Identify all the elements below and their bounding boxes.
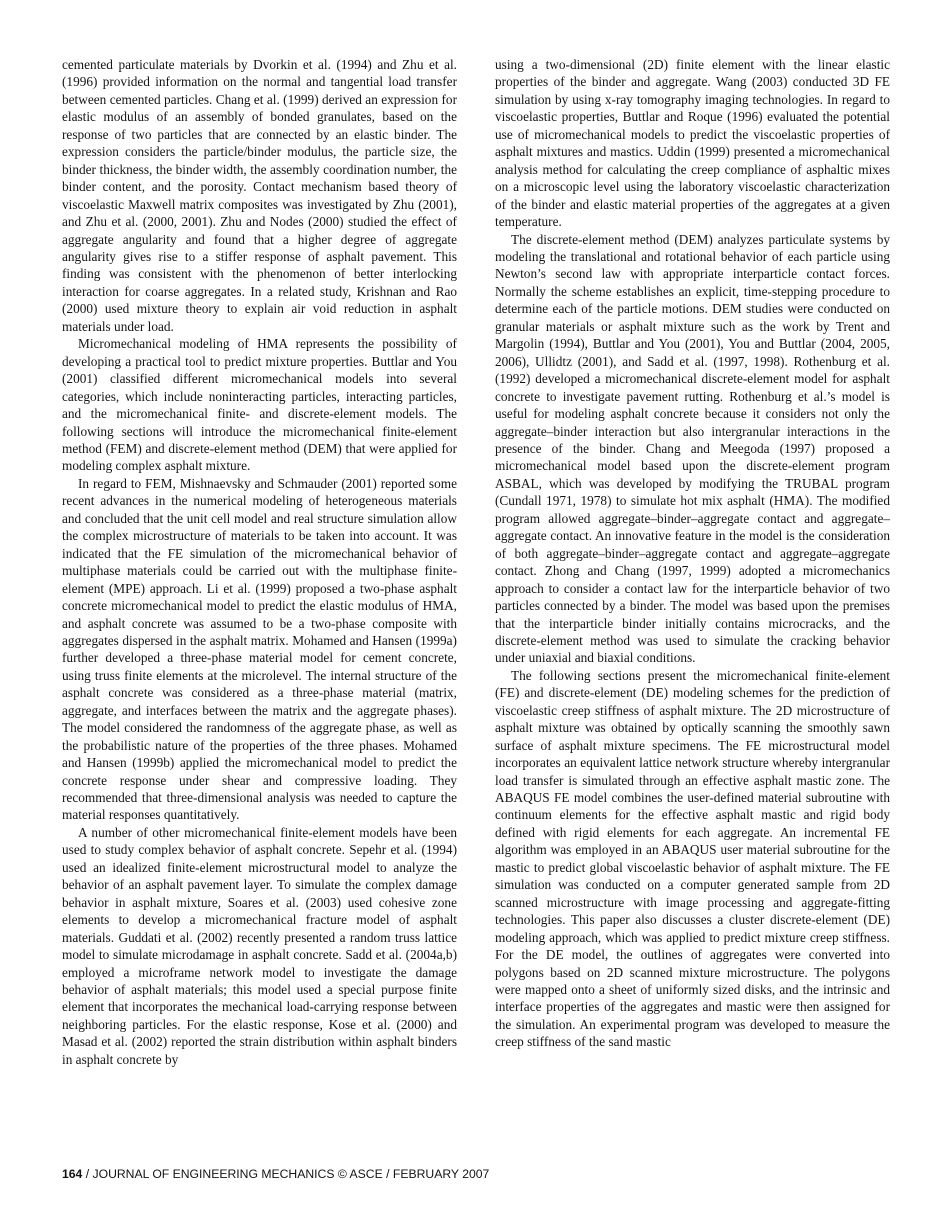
right-text-column (495, 56, 890, 1051)
paragraph: A number of other micromechanical finite-element models have been used to study complex behavior of asphalt concrete. Sepehr et al. (1994) used an idealized finite-element microstructural model to analyze the behavior of an asphalt pavement layer. To simulate the complex damage behavior in asphalt mixture, Soares et al. (2003) used cohesive zone elements to develop a micromechanical fracture model of asphalt materials. Guddati et al. (2002) recently presented a random truss lattice model to simulate microdamage in asphalt concrete. Sadd et al. (2004a,b) employed a microframe network model to investigate the damage behavior of asphalt materials; this model used a special purpose finite element that incorporates the mechanical load-carrying response between neighboring particles. For the elastic response, Kose et al. (2000) and Masad et al. (2002) reported the strain distribution within asphalt binders in asphalt concrete by (62, 824, 457, 1067)
paragraph: using a two-dimensional (2D) finite element with the linear elastic properties of the binder and aggregate. Wang (2003) conducted 3D FE simulation by using x-ray tomography imaging technologies. In regard to viscoelastic properties, Buttlar and Roque (1996) evaluated the potential use of micromechanical models to predict the viscoelastic properties of asphalt mixtures and mastics. Uddin (1999) presented a micromechanical analysis method for calculating the creep compliance of asphaltic mixes on a microscopic level using the laboratory viscoelastic characterization of the binder and elastic material properties of the aggregates at a given temperature. (495, 57, 890, 230)
paragraph: cemented particulate materials by Dvorkin et al. (1994) and Zhu et al. (1996) provided information on the normal and tangential load transfer between cemented particles. Chang et al. (1999) derived an expression for elastic modulus of an assembly of bonded granulates, based on the response of two particles that are connected by an elastic binder. The expression considers the particle/binder modulus, the particle size, the binder thickness, the binder width, the assembly coordination number, the binder content, and the porosity. Contact mechanism based theory of viscoelastic Maxwell matrix composites was investigated by Zhu (2001), and Zhu et al. (2000, 2001). Zhu and Nodes (2000) studied the effect of aggregate angularity and found that a higher degree of aggregate angularity gives rise to a stiffer response of asphalt pavement. This finding was consistent with the phenomenon of better interlocking interaction for coarse aggregates. In a related study, Krishnan and Rao (2000) used mixture theory to explain air void reduction in asphalt materials under load. (62, 57, 457, 334)
page-number: 164 (62, 1167, 83, 1181)
left-text-column (62, 56, 457, 1068)
journal-citation: / JOURNAL OF ENGINEERING MECHANICS © ASCE / FEBRUARY 2007 (82, 1167, 490, 1181)
paragraph: The following sections present the micromechanical finite-element (FE) and discrete-element (DE) modeling schemes for the prediction of viscoelastic creep stiffness of asphalt mixture. The 2D microstructure of asphalt mixture was obtained by optically scanning the smoothly sawn surface of asphalt mixture specimens. The FE microstructural model incorporates an equivalent lattice network structure whereby intergranular load transfer is simulated through an effective asphalt mastic zone. The ABAQUS FE model combines the user-defined material subroutine with continuum elements for the effective asphalt mastic and rigid body defined with rigid elements for each aggregate. An incremental FE algorithm was employed in an ABAQUS user material subroutine for the mastic to predict global viscoelastic behavior of asphalt mixture. The FE simulation was conducted on a computer generated sample from 2D scanned microstructure with image processing and aggregate-fitting technologies. This paper also discusses a cluster discrete-element (DE) modeling approach, which was applied to predict mixture creep stiffness. For the DE model, the outlines of aggregates were converted into polygons based on 2D scanned mixture microstructure. The polygons were mapped onto a sheet of uniformly sized disks, and the intrinsic and interface properties of the aggregates and mastic were then assigned for the simulation. An experimental program was developed to measure the creep stiffness of the sand mastic (495, 667, 890, 1050)
paragraph: The discrete-element method (DEM) analyzes particulate systems by modeling the translational and rotational behavior of each particle using Newton’s second law with appropriate interparticle contact forces. Normally the scheme establishes an explicit, time-stepping procedure to determine each of the particle motions. DEM studies were conducted on granular materials or asphalt mixture such as the work by Trent and Margolin (1994), Buttlar and You (2001), You and Buttlar (2004, 2005, 2006), Ullidtz (2001), and Sadd et al. (1997, 1998). Rothenburg et al. (1992) developed a micromechanical discrete-element model for asphalt concrete to investigate pavement rutting. Rothenburg et al.’s model is useful for modeling asphalt concrete because it considers not only the aggregate–binder interaction but also intergranular interactions in the presence of the binder. Chang and Meegoda (1997) proposed a micromechanical model based upon the discrete-element program ASBAL, which was developed by modifying the TRUBAL program (Cundall 1971, 1978) to simulate hot mix asphalt (HMA). The modified program allowed aggregate–binder–aggregate contact and aggregate–aggregate contact. An innovative feature in the model is the consideration of both aggregate–binder–aggregate contact and aggregate–aggregate contact. Zhong and Chang (1997, 1999) adopted a micromechanics approach to consider a contact law for the interparticle behavior of two particles connected by a binder. The model was based upon the premises that the interparticle binder initially contains microcracks, and the discrete-element method was used to simulate the cracking behavior under uniaxial and biaxial conditions. (495, 231, 890, 666)
paragraph: Micromechanical modeling of HMA represents the possibility of developing a practical tool to predict mixture properties. Buttlar and You (2001) classified different micromechanical models into several categories, which include noninteracting particles, interacting particles, and the micromechanical finite- and discrete-element models. The following sections will introduce the micromechanical finite-element method (FEM) and discrete-element method (DEM) that were applied for modeling complex asphalt mixture. (62, 336, 457, 474)
page-footer (62, 1167, 489, 1181)
paragraph: In regard to FEM, Mishnaevsky and Schmauder (2001) reported some recent advances in the numerical modeling of heterogeneous materials and concluded that the unit cell model and real structure simulation allow the complex microstructure of materials to be taken into account. It was indicated that the FE simulation of the micromechanical behavior of multiphase materials could be carried out with the multiphase finite-element (MPE) approach. Li et al. (1999) proposed a two-phase asphalt concrete micromechanical model to predict the elastic modulus of HMA, and asphalt concrete was assumed to be a two-phase composite with aggregates dispersed in the asphalt matrix. Mohamed and Hansen (1999a) further developed a three-phase material model for cement concrete, using truss finite elements at the microlevel. The internal structure of the asphalt concrete was considered as a three-phase material (matrix, aggregate, and interfaces between the matrix and the aggregate phases). The model considered the randomness of the aggregate phase, as well as the probabilistic nature of the properties of the three phases. Mohamed and Hansen (1999b) applied the micromechanical model to predict the concrete response under shear and compressive loading. They recommended that three-dimensional analysis was needed to capture the material responses quantitatively. (62, 475, 457, 823)
